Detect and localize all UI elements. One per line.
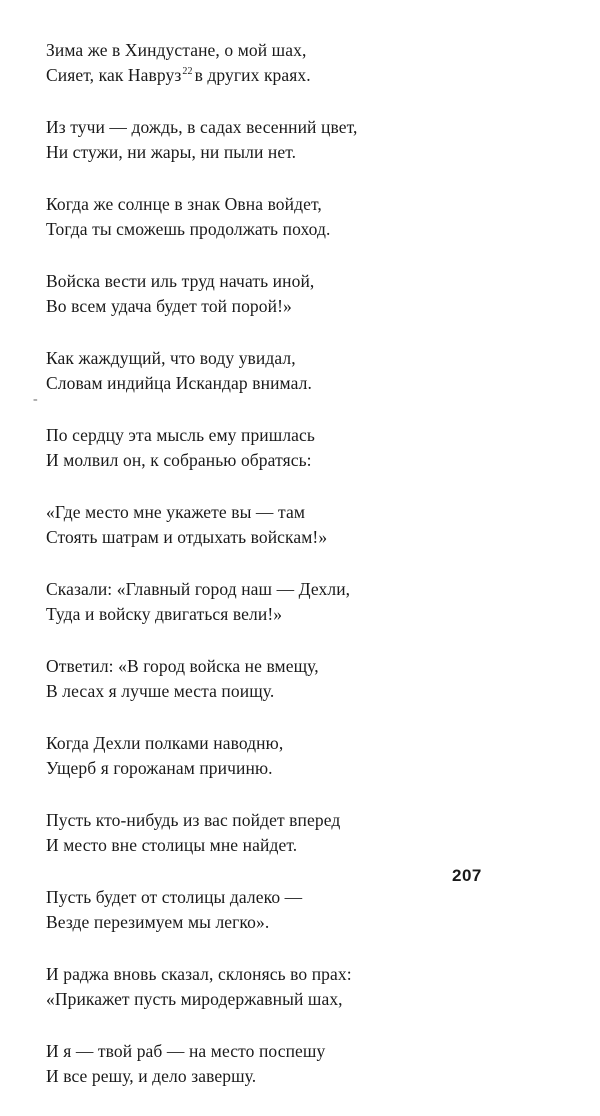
stanza: [46, 115, 566, 165]
verse-text: И я — твой раб — на место поспешу: [46, 1041, 326, 1061]
verse-text: Сказали: «Главный город наш — Дехли,: [46, 579, 351, 599]
verse-text: «Где место мне укажете вы — там: [46, 502, 306, 522]
verse-text: Во всем удача будет той порой!»: [46, 296, 292, 316]
verse-line: [46, 1039, 566, 1064]
verse-text: По сердцу эта мысль ему пришлась: [46, 425, 315, 445]
stanza: [46, 577, 566, 627]
verse-line: [46, 833, 566, 858]
verse-line: [46, 731, 566, 756]
verse-line: [46, 269, 566, 294]
verse-text: Войска вести иль труд начать иной,: [46, 271, 315, 291]
verse-text: Стоять шатрам и отдыхать войскам!»: [46, 527, 328, 547]
verse-text: Ни стужи, ни жары, ни пыли нет.: [46, 142, 297, 162]
verse-text: Ущерб я горожанам причиню.: [46, 758, 273, 778]
verse-text: Из тучи — дождь, в садах весенний цвет,: [46, 117, 358, 137]
verse-line: [46, 987, 566, 1012]
stanza: [46, 1039, 566, 1089]
verse-line: [46, 679, 566, 704]
verse-line: [46, 577, 566, 602]
stanza: [46, 346, 566, 396]
verse-line: [46, 756, 566, 781]
stanza: [46, 962, 566, 1012]
verse-line: [46, 962, 566, 987]
verse-line: [46, 217, 566, 242]
verse-text: Пусть будет от столицы далеко —: [46, 887, 303, 907]
verse-text: Везде перезимуем мы легко».: [46, 912, 270, 932]
verse-text: «Прикажет пусть миродержавный шах,: [46, 989, 343, 1009]
verse-text: Туда и войску двигаться вели!»: [46, 604, 283, 624]
verse-line: [46, 294, 566, 319]
stanza: [46, 808, 566, 858]
stanza: [46, 654, 566, 704]
verse-line: [46, 423, 566, 448]
verse-text: Словам индийца Искандар внимал.: [46, 373, 312, 393]
verse-text: Пусть кто-нибудь из вас пойдет вперед: [46, 810, 341, 830]
verse-line: [46, 1064, 566, 1089]
verse-line: [46, 192, 566, 217]
verse-text: И место вне столицы мне найдет.: [46, 835, 298, 855]
verse-line: [46, 654, 566, 679]
margin-mark: -: [33, 392, 38, 407]
poem-text: [46, 38, 566, 1116]
verse-line: [46, 346, 566, 371]
stanza: [46, 38, 566, 88]
verse-line: [46, 602, 566, 627]
verse-text: И раджа вновь сказал, склонясь во прах:: [46, 964, 352, 984]
verse-line: [46, 500, 566, 525]
stanza: [46, 885, 566, 935]
verse-line: [46, 371, 566, 396]
verse-line: [46, 63, 566, 88]
verse-text: Тогда ты сможешь продолжать поход.: [46, 219, 331, 239]
verse-line: [46, 115, 566, 140]
verse-text: Сияет, как Навруз: [46, 65, 182, 85]
verse-text: Как жаждущий, что воду увидал,: [46, 348, 296, 368]
verse-text: В лесах я лучше места поищу.: [46, 681, 275, 701]
verse-line: [46, 448, 566, 473]
verse-text: Ответил: «В город войска не вмещу,: [46, 656, 319, 676]
verse-line: [46, 525, 566, 550]
stanza: [46, 500, 566, 550]
verse-line: [46, 38, 566, 63]
verse-text: Когда же солнце в знак Овна войдет,: [46, 194, 322, 214]
verse-line: [46, 140, 566, 165]
stanza: [46, 731, 566, 781]
footnote-marker[interactable]: 22: [182, 66, 193, 77]
verse-text: Зима же в Хиндустане, о мой шах,: [46, 40, 307, 60]
page-number: 207: [452, 866, 482, 885]
verse-text: И все решу, и дело завершу.: [46, 1066, 257, 1086]
verse-text: Когда Дехли полками наводню,: [46, 733, 284, 753]
verse-line: [46, 808, 566, 833]
verse-line: [46, 885, 566, 910]
verse-text: в других краях.: [194, 65, 311, 85]
stanza: [46, 192, 566, 242]
stanza: [46, 269, 566, 319]
verse-line: [46, 910, 566, 935]
verse-text: И молвил он, к собранью обратясь:: [46, 450, 312, 470]
stanza: [46, 423, 566, 473]
